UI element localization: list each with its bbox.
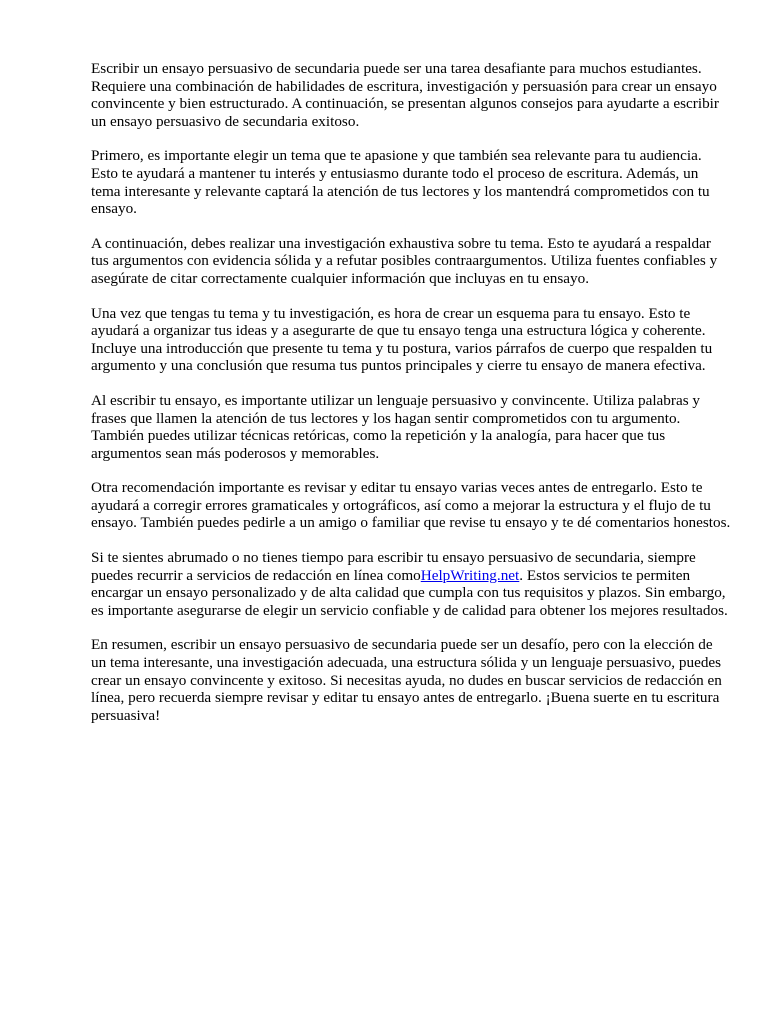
document-body xyxy=(91,60,731,724)
paragraph-services-text-after: . Estos servicios te permiten encargar un ensayo personalizado y de alta calidad que cumpla con tus requisitos y plazos. Sin embargo, es importante asegurarse de elegir un servicio confiable y de calidad para obtener los mejores resultados. xyxy=(91,566,728,619)
paragraph-intro: Escribir un ensayo persuasivo de secundaria puede ser una tarea desafiante para muchos estudiantes. Requiere una combinación de habilidades de escritura, investigación y persuasión para crear un ensayo convincente y bien estructurado. A continuación, se presentan algunos consejos para ayudarte a escribir un ensayo persuasivo de secundaria exitoso. xyxy=(91,60,719,130)
paragraph-choose-topic: Primero, es importante elegir un tema que te apasione y que también sea relevante para tu audiencia. Esto te ayudará a mantener tu interés y entusiasmo durante todo el proceso de escritura. Además, un tema interesante y relevante captará la atención de tus lectores y los mantendrá comprometidos con tu ensayo. xyxy=(91,147,710,218)
paragraph-research: A continuación, debes realizar una investigación exhaustiva sobre tu tema. Esto te ayudará a respaldar tus argumentos con evidencia sólida y a refutar posibles contraargumentos. Utiliza fuentes confiables y asegúrate de citar correctamente cualquier información que incluyas en tu ensayo. xyxy=(91,234,718,287)
paragraph-outline: Una vez que tengas tu tema y tu investigación, es hora de crear un esquema para tu ensayo. Esto te ayudará a organizar tus ideas y a asegurarte de que tu ensayo tenga una estructura lógica y coherente. Incluye una introducción que presente tu tema y tu postura, varios párrafos de cuerpo que respalden tu argumento y una conclusión que resuma tus puntos principales y cierre tu ensayo de manera efectiva. xyxy=(91,304,713,375)
paragraph-conclusion: En resumen, escribir un ensayo persuasivo de secundaria puede ser un desafío, pero con la elección de un tema interesante, una investigación adecuada, una estructura sólida y un lenguaje persuasivo, puedes crear un ensayo convincente y exitoso. Si necesitas ayuda, no dudes en buscar servicios de redacción en línea, pero recuerda siempre revisar y editar tu ensayo antes de entregarlo. ¡Buena suerte en tu escritura persuasiva! xyxy=(91,636,722,724)
paragraph-persuasive-language: Al escribir tu ensayo, es importante utilizar un lenguaje persuasivo y convincente. Utiliza palabras y frases que llamen la atención de tus lectores y los hagan sentir comprometidos con tu argumento. También puedes utilizar técnicas retóricas, como la repetición y la analogía, para hacer que tus argumentos sean más poderosos y memorables. xyxy=(91,391,700,462)
paragraph-writing-services xyxy=(91,549,731,619)
paragraph-services-text-before: Si te sientes abrumado o no tienes tiempo para escribir tu ensayo persuasivo de secundaria, siempre puedes recurrir a servicios de redacción en línea como xyxy=(91,549,696,584)
helpwriting-link[interactable]: HelpWriting.net xyxy=(420,566,520,584)
paragraph-revise: Otra recomendación importante es revisar y editar tu ensayo varias veces antes de entregarlo. Esto te ayudará a corregir errores gramaticales y ortográficos, así como a mejorar la estructura y el flujo de tu ensayo. También puedes pedirle a un amigo o familiar que revise tu ensayo y te dé comentarios honestos. xyxy=(91,479,731,532)
